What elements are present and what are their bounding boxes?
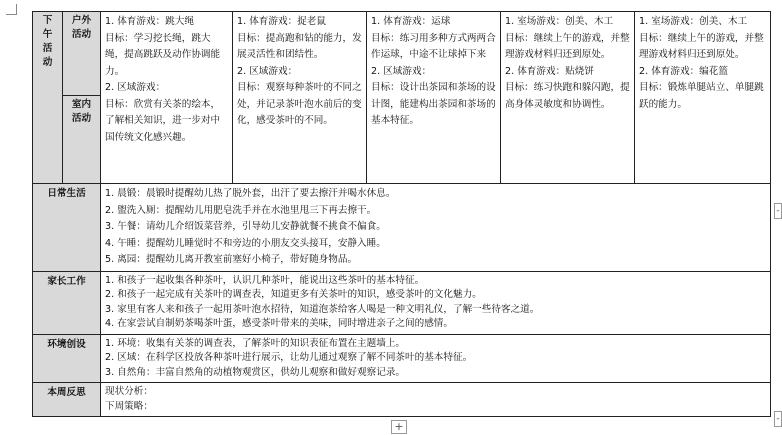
reflection-content[interactable] <box>101 383 771 417</box>
afternoon-day-4 <box>501 12 635 184</box>
afternoon-day-2 <box>233 12 367 184</box>
day1-line-3: 2. 区域游戏： <box>105 82 166 93</box>
daily-life-label: 日常生活 <box>47 188 86 199</box>
day1-line-1: 1. 体育游戏：跳大绳 <box>105 16 194 27</box>
daily-life-row <box>33 184 771 272</box>
daily-life-content <box>101 184 771 272</box>
indoor-label-cell <box>63 96 101 184</box>
parent-work-line-1: 1. 和孩子一起收集各种茶叶，认识几种茶叶，能说出这些茶叶的基本特征。 <box>105 274 425 286</box>
afternoon-label: 下午活动 <box>42 15 53 68</box>
daily-life-line-1: 1. 晨锻：晨锻时提醒幼儿热了脱外套，出汗了要去擦汗并喝水休息。 <box>105 188 396 199</box>
day4-line-3: 2. 体育游戏：贴烧饼 <box>505 65 594 77</box>
reflection-label-cell <box>33 383 101 417</box>
day3-line-1: 1. 体育游戏：运球 <box>371 16 451 27</box>
parent-work-line-3: 3. 家里有客人来和孩子一起用茶叶泡水招待，知道泡茶给客人喝是一种文明礼仪，了解一些待客之道。 <box>105 303 540 315</box>
day4-line-2: 目标：继续上午的游戏，并整理游戏材料归还到原处。 <box>505 32 630 60</box>
parent-work-line-4: 4. 在家尝试自制奶茶喝茶叶蛋，感受茶叶带来的美味，同时增进亲子之间的感情。 <box>105 318 453 329</box>
parent-work-row <box>33 271 771 334</box>
reflection-line-2: 下周策略： <box>105 400 153 412</box>
daily-life-line-2: 2. 盥洗入厕：提醒幼儿用肥皂洗手并在水池里甩三下再去擦干。 <box>105 204 377 216</box>
parent-work-label: 家长工作 <box>47 275 86 287</box>
page-corner-mark <box>6 4 17 15</box>
environment-label-cell <box>33 334 101 383</box>
daily-life-line-4: 4. 午睡：提醒幼儿睡觉时不和旁边的小朋友交头接耳，安静入睡。 <box>105 237 386 249</box>
afternoon-day-1 <box>101 12 233 184</box>
add-row-button[interactable]: + <box>391 420 407 434</box>
indoor-label: 室内活动 <box>71 99 92 124</box>
environment-label: 环境创设 <box>47 338 86 350</box>
environment-line-1: 1. 环境：收集有关茶的调查表，了解茶叶的知识表征布置在主题墙上。 <box>105 337 406 349</box>
day4-line-4: 目标：练习快跑和躲闪跑，提高身体灵敏度和协调性。 <box>505 82 630 110</box>
daily-life-label-cell <box>33 184 101 272</box>
parent-work-content <box>101 271 771 334</box>
day2-line-4: 目标：观察每种茶叶的不同之处，并记录茶叶泡水前后的变化，感受茶叶的不同。 <box>237 82 362 126</box>
environment-line-3: 3. 自然角：丰富自然角的动植物观赏区，供幼儿观察和做好观察记录。 <box>105 366 406 378</box>
outdoor-label-cell <box>63 12 101 96</box>
day5-line-1: 1. 室场游戏：创美、木工 <box>639 16 748 27</box>
day4-line-1: 1. 室场游戏：创美、木工 <box>505 16 614 27</box>
daily-life-line-5: 5. 离园：提醒幼儿离开教室前塞好小椅子，带好随身物品。 <box>105 254 358 265</box>
reflection-row <box>33 383 771 417</box>
day3-line-3: 2. 区域游戏： <box>371 65 432 77</box>
day1-line-2: 目标：学习挖长绳，跳大绳，提高跳跃及动作协调能力。 <box>105 32 221 77</box>
day2-line-3: 2. 区域游戏： <box>237 65 298 77</box>
day1-line-4: 目标：欣赏有关茶的绘本，了解相关知识，进一步对中国传统文化感兴趣。 <box>105 98 221 143</box>
parent-work-label-cell <box>33 271 101 334</box>
afternoon-outdoor-row <box>33 12 771 96</box>
table-resize-handle[interactable]: - <box>774 203 782 219</box>
day2-line-2: 目标：提高跑和钻的能力，发展灵活性和团结性。 <box>237 32 362 60</box>
reflection-label: 本周反思 <box>47 387 86 398</box>
outdoor-label: 户外活动 <box>71 15 92 40</box>
day5-line-4: 目标：锻炼单腿站立、单腿跳跃的能力。 <box>639 82 764 110</box>
day2-line-1: 1. 体育游戏：捉老鼠 <box>237 16 326 27</box>
parent-work-line-2: 2. 和孩子一起完成有关茶叶的调查表，知道更多有关茶叶的知识，感受茶叶的文化魅力。 <box>105 289 482 300</box>
environment-row <box>33 334 771 383</box>
afternoon-label-cell <box>33 12 63 184</box>
afternoon-day-3 <box>367 12 501 184</box>
daily-life-line-3: 3. 午餐：请幼儿介绍饭菜营养，引导幼儿安静就餐不挑食不偏食。 <box>105 221 386 232</box>
day5-line-2: 目标：继续上午的游戏，并整理游戏材料归还到原处。 <box>639 32 764 60</box>
day3-line-4: 目标：设计出茶园和茶场的设计图，能建构出茶园和茶场的基本特征。 <box>371 82 496 126</box>
environment-content <box>101 334 771 383</box>
reflection-line-1: 现状分析： <box>105 386 153 397</box>
environment-line-2: 2. 区域：在科学区投放各种茶叶进行展示，让幼儿通过观察了解不同茶叶的基本特征。 <box>105 352 473 363</box>
day3-line-2: 目标：练习用多种方式两两合作运球，中途不让球掉下来 <box>371 32 496 60</box>
afternoon-day-5 <box>635 12 771 184</box>
table-resize-handle-bottom[interactable]: - <box>774 411 782 427</box>
weekly-plan-table <box>32 11 771 417</box>
day5-line-3: 2. 体育游戏：编花篮 <box>639 65 728 77</box>
